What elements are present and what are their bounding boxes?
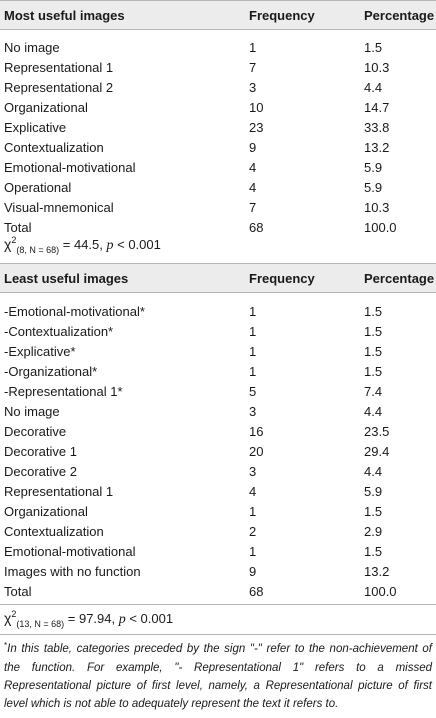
frequency-cell: 7 [249,60,257,75]
percentage-cell: 4.4 [364,404,383,419]
table1-header-row [0,0,436,30]
percentage-cell: 1.5 [364,544,383,559]
category-cell: Organizational [4,504,88,519]
category-cell: -Representational 1* [4,384,123,399]
table2-row [0,302,436,322]
table2-row [0,382,436,402]
table1-col-percentage: Percentage [364,8,435,23]
table2-col-frequency: Frequency [249,271,315,286]
percentage-cell: 1.5 [364,324,383,339]
percentage-cell: 29.4 [364,444,390,459]
table2-row [0,342,436,362]
frequency-cell: 1 [249,544,257,559]
category-cell: No image [4,40,60,55]
category-cell: Operational [4,180,72,195]
table2-row [0,502,436,522]
frequency-cell: 68 [249,584,264,599]
table2-row [0,482,436,502]
table2-bottom-rule [0,604,436,605]
category-cell: Contextualization [4,140,104,155]
category-cell: -Organizational* [4,364,98,379]
table1-row [0,218,436,238]
table2-header-row [0,263,436,293]
table2-row [0,522,436,542]
frequency-cell: 7 [249,200,257,215]
table1-chi-square: $\chi^2_{(8, N = 68)} = 44.5$, p < 0.001 [4,235,161,255]
percentage-cell: 1.5 [364,304,383,319]
frequency-cell: 4 [249,160,257,175]
table2-row [0,362,436,382]
table2-col-category: Least useful images [4,271,129,286]
percentage-cell: 1.5 [364,344,383,359]
table-footnote [4,640,432,713]
table1-row [0,158,436,178]
frequency-cell: 10 [249,100,264,115]
table1-row [0,38,436,58]
table2-row [0,562,436,582]
percentage-cell: 13.2 [364,140,390,155]
frequency-cell: 3 [249,464,257,479]
percentage-cell: 2.9 [364,524,383,539]
percentage-cell: 1.5 [364,364,383,379]
category-cell: Decorative 2 [4,464,77,479]
table1-col-category: Most useful images [4,8,125,23]
frequency-cell: 1 [249,40,257,55]
category-cell: -Emotional-motivational* [4,304,145,319]
table1-row [0,178,436,198]
table2-col-percentage: Percentage [364,271,435,286]
category-cell: Emotional-motivational [4,160,136,175]
frequency-cell: 1 [249,304,257,319]
frequency-cell: 20 [249,444,264,459]
percentage-cell: 5.9 [364,180,383,195]
table2-row [0,542,436,562]
category-cell: No image [4,404,60,419]
percentage-cell: 33.8 [364,120,390,135]
frequency-cell: 1 [249,364,257,379]
percentage-cell: 23.5 [364,424,390,439]
table1-row [0,58,436,78]
table2-row [0,442,436,462]
category-cell: Decorative [4,424,67,439]
table2-chi-square: $\chi^2_{(13, N = 68)} = 97.94$, p < 0.001 [4,609,174,629]
category-cell: -Contextualization* [4,324,114,339]
percentage-cell: 4.4 [364,464,383,479]
category-cell: Emotional-motivational [4,544,136,559]
category-cell: Total [4,220,32,235]
category-cell: Images with no function [4,564,141,579]
category-cell: Organizational [4,100,88,115]
percentage-cell: 100.0 [364,220,397,235]
category-cell: Visual-mnemonical [4,200,114,215]
percentage-cell: 13.2 [364,564,390,579]
frequency-cell: 3 [249,80,257,95]
percentage-cell: 7.4 [364,384,383,399]
percentage-cell: 10.3 [364,60,390,75]
percentage-cell: 5.9 [364,484,383,499]
table2-row [0,582,436,602]
frequency-cell: 3 [249,404,257,419]
frequency-cell: 5 [249,384,257,399]
table2-row [0,462,436,482]
footnote-text: In this table, categories preceded by the sign "-" refer to the non-achievement of the function. For example, "- Representational 1" refers to a missed Representational picture of first level, namely, a Representational picture of first level which is not able to adequately represent the text it refers to. [4,643,432,710]
percentage-cell: 5.9 [364,160,383,175]
frequency-cell: 4 [249,180,257,195]
frequency-cell: 9 [249,564,257,579]
frequency-cell: 4 [249,484,257,499]
category-cell: Representational 1 [4,60,114,75]
footnote-rule [0,634,436,635]
category-cell: Representational 1 [4,484,114,499]
percentage-cell: 1.5 [364,40,383,55]
frequency-cell: 1 [249,504,257,519]
category-cell: Contextualization [4,524,104,539]
table2-row [0,422,436,442]
percentage-cell: 1.5 [364,504,383,519]
category-cell: Total [4,584,32,599]
frequency-cell: 1 [249,324,257,339]
table2-row [0,322,436,342]
category-cell: Decorative 1 [4,444,77,459]
percentage-cell: 14.7 [364,100,390,115]
category-cell: Representational 2 [4,80,114,95]
table1-row [0,138,436,158]
frequency-cell: 68 [249,220,264,235]
frequency-cell: 23 [249,120,264,135]
frequency-cell: 2 [249,524,257,539]
table1-row [0,198,436,218]
footnote-marker: * [4,641,8,650]
percentage-cell: 100.0 [364,584,397,599]
frequency-cell: 1 [249,344,257,359]
table1-row [0,118,436,138]
frequency-cell: 9 [249,140,257,155]
table1-row [0,78,436,98]
category-cell: -Explicative* [4,344,76,359]
category-cell: Explicative [4,120,67,135]
frequency-cell: 16 [249,424,264,439]
table2-row [0,402,436,422]
table1-row [0,98,436,118]
table1-col-frequency: Frequency [249,8,315,23]
percentage-cell: 4.4 [364,80,383,95]
percentage-cell: 10.3 [364,200,390,215]
